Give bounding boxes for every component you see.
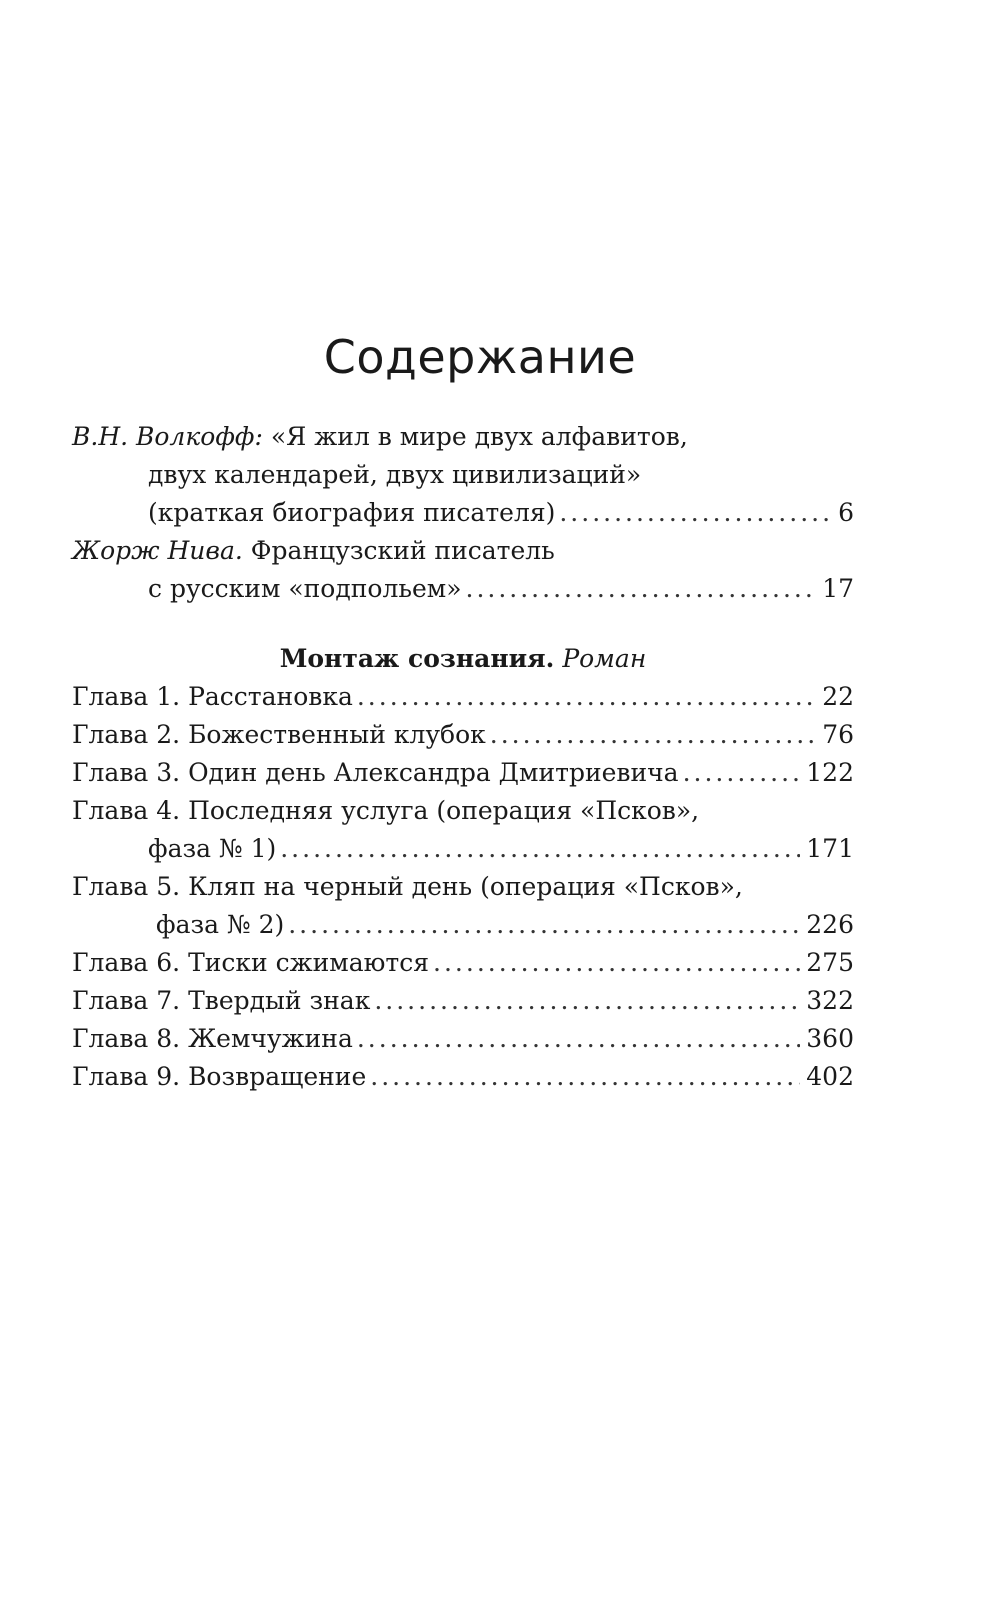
section-heading (72, 640, 854, 678)
chapter-title-line: фаза № 2) (156, 910, 285, 939)
toc-entry-chapter-5[interactable] (72, 868, 854, 944)
toc-line (72, 906, 854, 944)
toc-line (72, 570, 854, 608)
toc-entry-intro-2[interactable] (72, 532, 854, 608)
chapter-title: Глава 9. Возвращение (72, 1062, 367, 1091)
toc-entry-chapter-2[interactable] (72, 716, 854, 754)
chapter-title: Глава 1. Расстановка (72, 682, 353, 711)
entry-title-line: (краткая биография писателя) (148, 498, 556, 527)
page-number: 402 (806, 1062, 854, 1091)
chapter-title: Глава 4. Последняя услуга (операция «Псков», (72, 796, 700, 825)
chapter-title: Глава 5. Кляп на черный день (операция «Псков», (72, 872, 743, 901)
page-number: 17 (822, 574, 854, 603)
entry-author: Жорж Нива. (72, 536, 243, 565)
page-number: 275 (806, 948, 854, 977)
leader-dots (370, 1058, 800, 1096)
toc-line (72, 830, 854, 868)
toc-entry-chapter-3[interactable] (72, 754, 854, 792)
page-number: 322 (806, 986, 854, 1015)
toc-line (72, 456, 854, 494)
leader-dots (357, 678, 816, 716)
page-number: 360 (806, 1024, 854, 1053)
leader-dots (280, 830, 800, 868)
entry-title-line: двух календарей, двух цивилизаций» (148, 460, 642, 489)
toc-line (72, 868, 854, 906)
toc-entry-intro-1[interactable] (72, 418, 854, 532)
toc-line (72, 792, 854, 830)
leader-dots (433, 944, 800, 982)
toc-entry-chapter-9[interactable] (72, 1058, 854, 1096)
page-number: 76 (822, 720, 854, 749)
chapter-title: Глава 7. Твердый знак (72, 986, 371, 1015)
toc-line (72, 944, 854, 982)
table-of-contents (72, 418, 854, 1096)
toc-line (72, 532, 854, 570)
toc-entry-chapter-8[interactable] (72, 1020, 854, 1058)
page-number: 22 (822, 682, 854, 711)
toc-entry-chapter-1[interactable] (72, 678, 854, 716)
page-number: 122 (806, 758, 854, 787)
toc-line (72, 494, 854, 532)
chapter-title: Глава 3. Один день Александра Дмитриевича (72, 758, 679, 787)
leader-dots (374, 982, 800, 1020)
toc-entry-chapter-7[interactable] (72, 982, 854, 1020)
toc-entry-chapter-4[interactable] (72, 792, 854, 868)
section-title: Монтаж сознания. (279, 644, 555, 673)
leader-dots (490, 716, 816, 754)
leader-dots (288, 906, 800, 944)
toc-line (72, 678, 854, 716)
page-number: 171 (806, 834, 854, 863)
toc-line (72, 1020, 854, 1058)
chapter-title: Глава 8. Жемчужина (72, 1024, 353, 1053)
entry-title-line: Французский писатель (250, 536, 555, 565)
chapter-title: Глава 2. Божественный клубок (72, 720, 486, 749)
toc-line (72, 754, 854, 792)
toc-line (72, 982, 854, 1020)
entry-title-line: «Я жил в мире двух алфавитов, (270, 422, 688, 451)
leader-dots (357, 1020, 800, 1058)
leader-dots (466, 570, 817, 608)
toc-line (72, 716, 854, 754)
chapter-title-line: фаза № 1) (148, 834, 277, 863)
entry-author: В.Н. Волкофф: (72, 422, 263, 451)
leader-dots (683, 754, 801, 792)
section-genre: Роман (562, 644, 647, 673)
entry-title-line: с русским «подпольем» (148, 574, 462, 603)
toc-line (72, 418, 854, 456)
toc-line (72, 1058, 854, 1096)
page-title: Содержание (323, 330, 637, 384)
page-number: 6 (838, 498, 854, 527)
toc-entry-chapter-6[interactable] (72, 944, 854, 982)
page-number: 226 (806, 910, 854, 939)
chapter-title: Глава 6. Тиски сжимаются (72, 948, 430, 977)
leader-dots (559, 494, 832, 532)
